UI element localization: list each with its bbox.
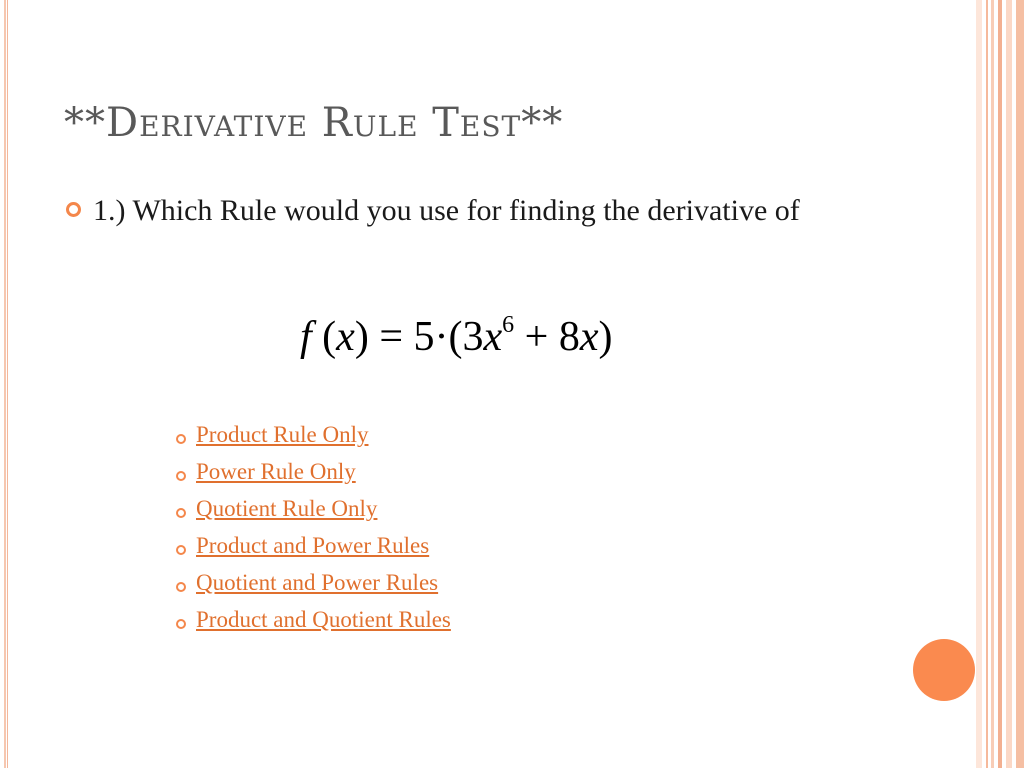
circle-bullet-icon	[176, 434, 186, 444]
equation-dot: ·	[434, 314, 449, 360]
answer-option	[176, 459, 451, 496]
option-link-quotient-and-power-rules[interactable]: Quotient and Power Rules	[196, 570, 439, 595]
equation-variable: x	[579, 314, 599, 360]
question-text: 1.) Which Rule would you use for finding the derivative of	[93, 194, 800, 227]
left-border-decoration	[0, 0, 8, 768]
answer-option	[176, 422, 451, 459]
equation-variable: x	[483, 314, 503, 360]
circle-bullet-icon	[176, 582, 186, 592]
answer-option	[176, 607, 451, 644]
equation-equals: =	[368, 314, 414, 360]
equation-part: + 8	[514, 314, 580, 360]
option-link-product-and-power-rules[interactable]: Product and Power Rules	[196, 533, 430, 558]
equation-part: )	[598, 314, 613, 360]
orange-circle-button[interactable]	[913, 639, 975, 701]
answer-option	[176, 496, 451, 533]
circle-bullet-icon	[176, 545, 186, 555]
equation	[300, 312, 613, 361]
right-stripes-decoration	[976, 0, 1024, 768]
circle-bullet-icon	[176, 508, 186, 518]
equation-coefficient: 5	[413, 314, 435, 360]
equation-variable: x	[336, 314, 355, 360]
option-link-power-rule-only[interactable]: Power Rule Only	[196, 459, 356, 484]
answer-option	[176, 570, 451, 607]
circle-bullet-icon	[66, 202, 81, 217]
circle-bullet-icon	[176, 619, 186, 629]
equation-part: (	[311, 314, 337, 360]
answer-option	[176, 533, 451, 570]
slide-title: **Derivative Rule Test**	[64, 100, 564, 146]
option-link-product-and-quotient-rules[interactable]: Product and Quotient Rules	[196, 607, 451, 632]
equation-exponent: 6	[502, 312, 515, 338]
equation-function-name: f	[300, 314, 312, 360]
circle-bullet-icon	[176, 471, 186, 481]
equation-part: (3	[448, 314, 484, 360]
equation-part: )	[354, 314, 369, 360]
answer-options-list	[176, 422, 451, 644]
question-bullet	[66, 193, 826, 229]
option-link-product-rule-only[interactable]: Product Rule Only	[196, 422, 369, 447]
option-link-quotient-rule-only[interactable]: Quotient Rule Only	[196, 496, 378, 521]
